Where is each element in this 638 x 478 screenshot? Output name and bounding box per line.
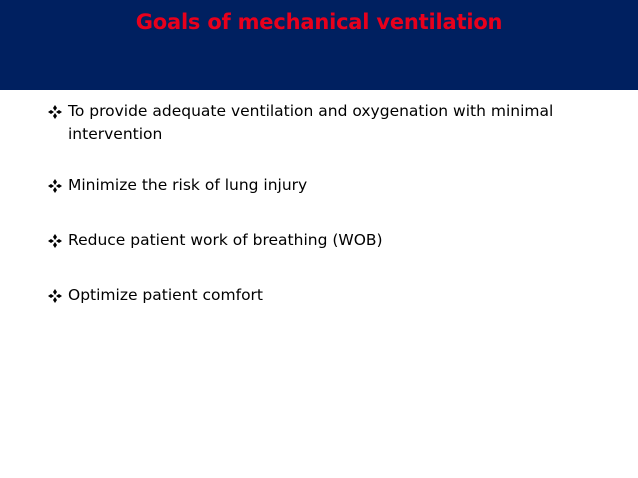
slide-title: Goals of mechanical ventilation — [135, 10, 503, 34]
four-diamond-bullet-icon — [48, 100, 64, 123]
bullet-item-2 — [48, 174, 628, 197]
bullet-text-4: Optimize patient comfort — [68, 286, 264, 304]
bullet-text-3: Reduce patient work of breathing (WOB) — [68, 231, 383, 249]
four-diamond-bullet-icon — [48, 174, 64, 197]
bullet-item-1 — [48, 100, 628, 146]
four-diamond-bullet-icon — [48, 229, 64, 252]
four-diamond-bullet-icon — [48, 284, 64, 307]
bullet-item-4 — [48, 284, 628, 307]
bullet-text-2: Minimize the risk of lung injury — [68, 176, 308, 194]
bullet-list — [48, 100, 628, 339]
bullet-text-1: To provide adequate ventilation and oxygenation with minimal intervention — [68, 102, 554, 143]
bullet-item-3 — [48, 229, 628, 252]
